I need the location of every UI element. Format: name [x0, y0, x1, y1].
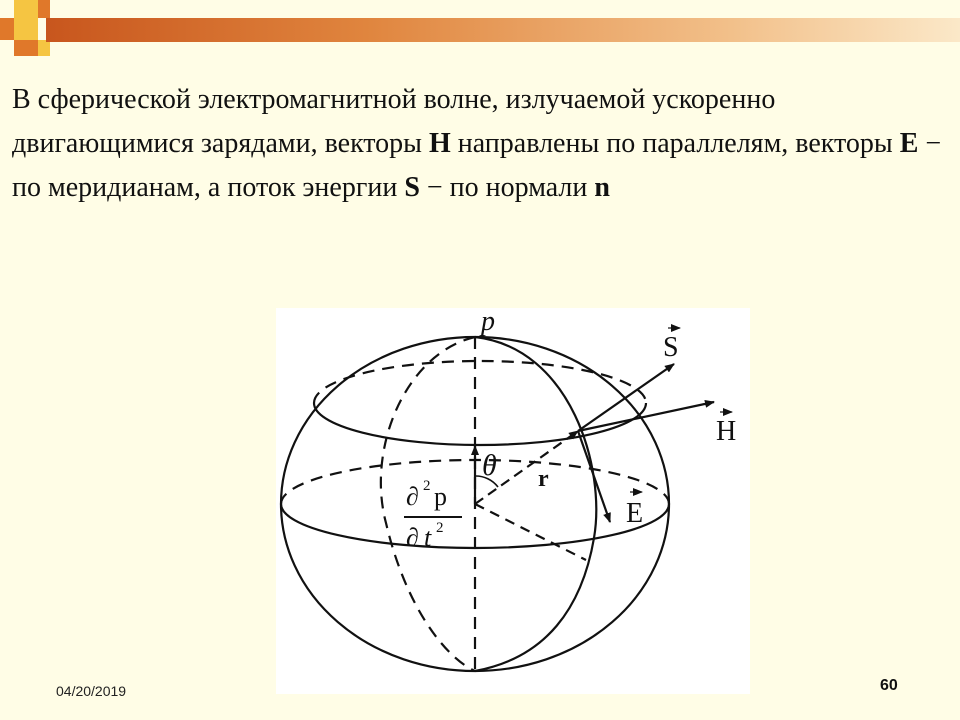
meridian-back	[381, 337, 475, 671]
text-part-4: − по нормали	[419, 172, 595, 203]
text-vector-h: H	[428, 128, 451, 159]
page-number: 60	[880, 677, 898, 694]
label-p: p	[481, 308, 495, 337]
footer-date: 04/20/2019	[56, 683, 127, 699]
text-vector-e: E	[899, 128, 919, 159]
text-part-3: − по меридианам, а поток энергии	[12, 128, 942, 203]
frac-num-exp: 2	[423, 478, 431, 494]
meridian-front	[475, 337, 596, 671]
parallel-front	[314, 403, 646, 445]
sphere-diagram	[276, 308, 750, 694]
title-bar-gradient	[46, 18, 960, 42]
frac-den-d: ∂	[406, 523, 419, 552]
vector-e-arrow	[578, 431, 610, 522]
sphere-wave-figure	[276, 308, 750, 694]
text-vector-s: S	[404, 172, 420, 203]
radius-dashed	[475, 504, 586, 560]
frac-den-var: t	[424, 523, 432, 552]
text-part-1: В сферической электромагнитной волне, излучаемой ускоренно двигающимися зарядами, векторы	[12, 84, 776, 159]
text-vector-n: n	[594, 172, 610, 203]
frac-num-d: ∂	[406, 482, 419, 511]
frac-den-exp: 2	[436, 520, 444, 536]
label-theta: θ	[482, 449, 497, 482]
label-h: H	[716, 416, 737, 447]
frac-num-var: p	[434, 482, 447, 511]
label-e: E	[626, 498, 644, 529]
text-part-2: направлены по параллелям, векторы	[450, 128, 900, 159]
label-r: r	[538, 466, 549, 492]
label-s: S	[663, 332, 679, 363]
slide-body-text	[12, 78, 942, 210]
